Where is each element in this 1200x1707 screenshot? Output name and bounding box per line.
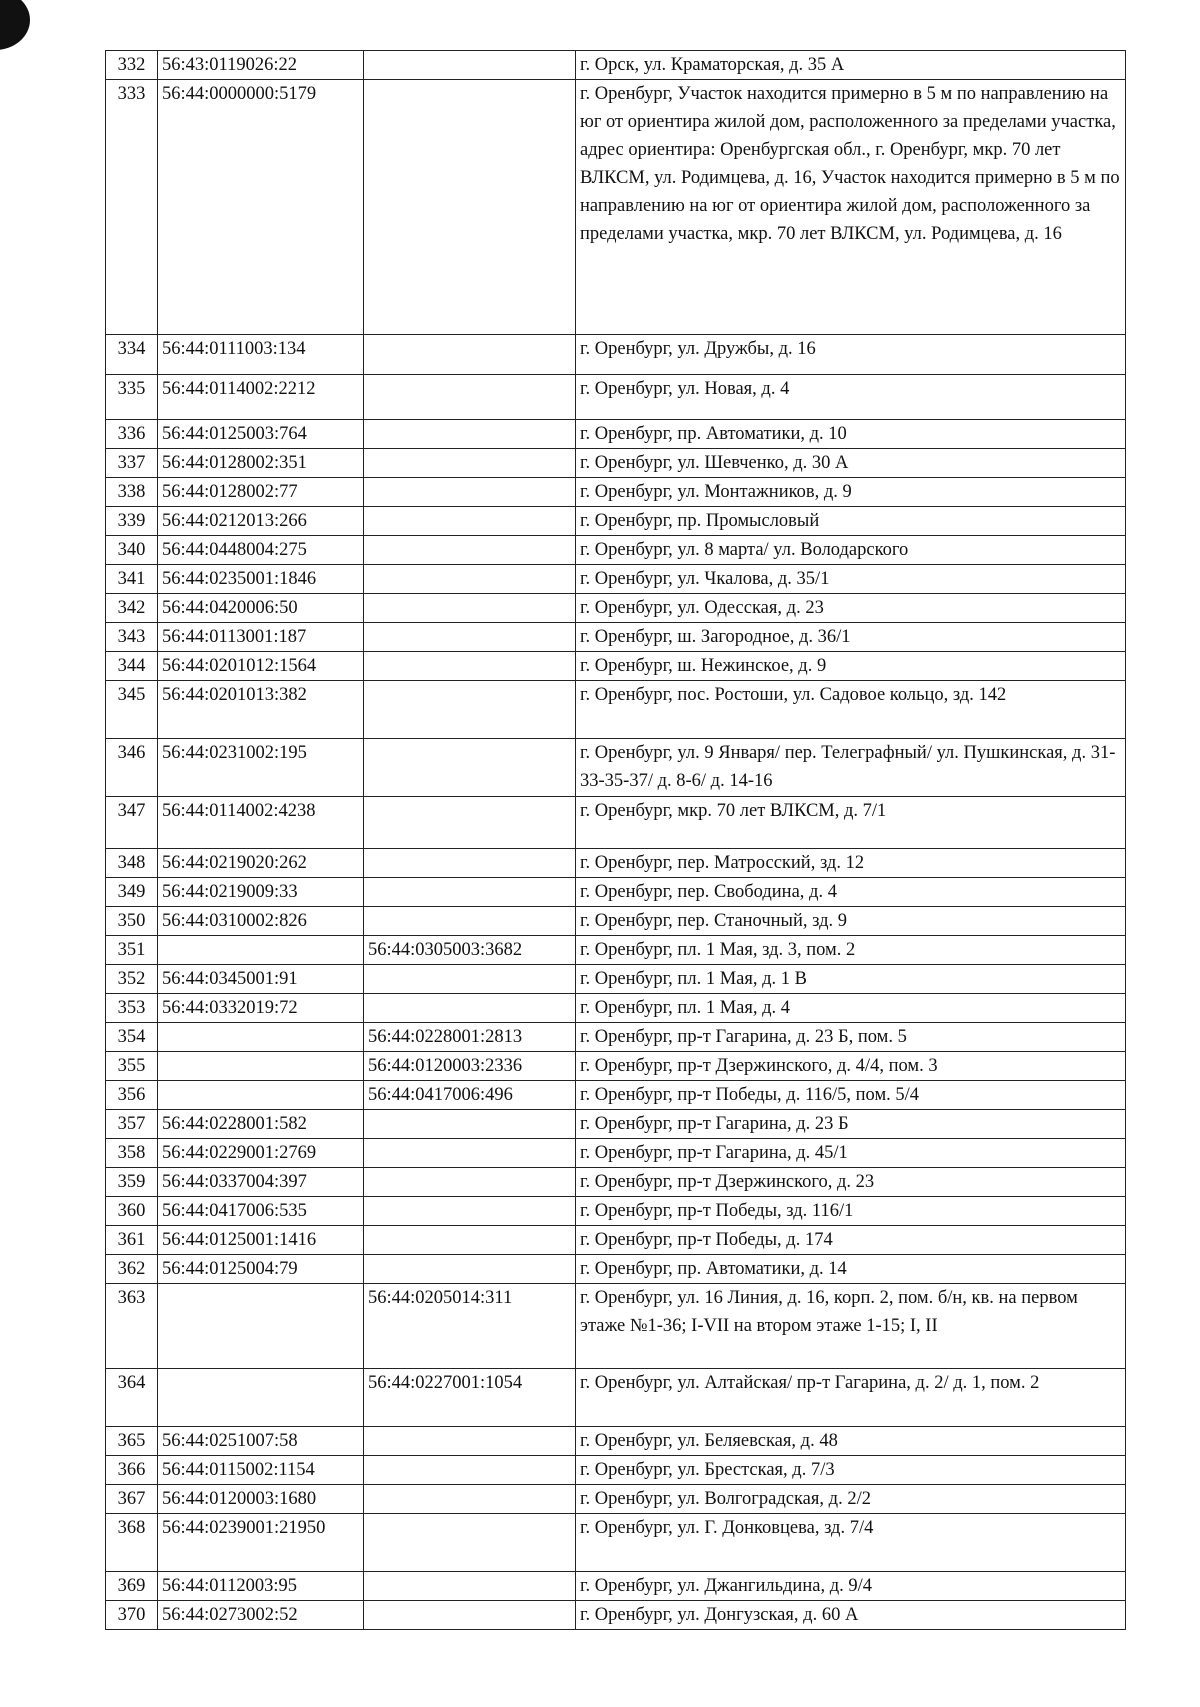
row-number: 360 (106, 1197, 158, 1226)
address-cell: г. Оренбург, ул. Алтайская/ пр-т Гагарина, д. 2/ д. 1, пом. 2 (576, 1369, 1126, 1427)
cadastral-number-premises (364, 849, 576, 878)
table-row (106, 623, 1126, 652)
row-number: 355 (106, 1052, 158, 1081)
address-cell: г. Оренбург, ул. Шевченко, д. 30 А (576, 449, 1126, 478)
row-number: 338 (106, 478, 158, 507)
table-row (106, 449, 1126, 478)
cadastral-number-land: 56:44:0448004:275 (158, 536, 364, 565)
table-row (106, 1052, 1126, 1081)
row-number: 354 (106, 1023, 158, 1052)
scan-corner-mark (0, 0, 30, 50)
row-number: 342 (106, 594, 158, 623)
address-cell: г. Оренбург, ул. Г. Донковцева, зд. 7/4 (576, 1514, 1126, 1572)
address-cell: г. Оренбург, пр-т Победы, зд. 116/1 (576, 1197, 1126, 1226)
cadastral-number-premises (364, 1110, 576, 1139)
row-number: 347 (106, 797, 158, 849)
address-cell: г. Орск, ул. Краматорская, д. 35 А (576, 51, 1126, 80)
table-row (106, 797, 1126, 849)
cadastral-number-premises: 56:44:0417006:496 (364, 1081, 576, 1110)
table-row (106, 420, 1126, 449)
cadastral-number-premises (364, 51, 576, 80)
address-cell: г. Оренбург, ул. Дружбы, д. 16 (576, 335, 1126, 375)
address-cell: г. Оренбург, пер. Станочный, зд. 9 (576, 907, 1126, 936)
address-cell: г. Оренбург, ул. Одесская, д. 23 (576, 594, 1126, 623)
table-row (106, 994, 1126, 1023)
row-number: 341 (106, 565, 158, 594)
cadastral-number-premises (364, 1572, 576, 1601)
address-cell: г. Оренбург, ул. Волгоградская, д. 2/2 (576, 1485, 1126, 1514)
cadastral-number-land: 56:44:0125003:764 (158, 420, 364, 449)
cadastral-number-premises (364, 536, 576, 565)
cadastral-number-land: 56:44:0235001:1846 (158, 565, 364, 594)
cadastral-number-land: 56:44:0128002:351 (158, 449, 364, 478)
cadastral-number-land: 56:44:0114002:2212 (158, 375, 364, 420)
row-number: 358 (106, 1139, 158, 1168)
cadastral-number-land: 56:43:0119026:22 (158, 51, 364, 80)
address-cell: г. Оренбург, пос. Ростоши, ул. Садовое кольцо, зд. 142 (576, 681, 1126, 739)
cadastral-number-land: 56:44:0219009:33 (158, 878, 364, 907)
address-cell: г. Оренбург, пр. Автоматики, д. 14 (576, 1255, 1126, 1284)
table-row (106, 1168, 1126, 1197)
cadastral-number-land: 56:44:0229001:2769 (158, 1139, 364, 1168)
address-cell: г. Оренбург, пр-т Гагарина, д. 45/1 (576, 1139, 1126, 1168)
row-number: 348 (106, 849, 158, 878)
cadastral-number-premises (364, 375, 576, 420)
table-row (106, 907, 1126, 936)
address-cell: г. Оренбург, ул. 9 Января/ пер. Телеграфный/ ул. Пушкинская, д. 31-33-35-37/ д. 8-6/ д. 14-16 (576, 739, 1126, 797)
cadastral-number-premises (364, 623, 576, 652)
address-cell: г. Оренбург, пр. Автоматики, д. 10 (576, 420, 1126, 449)
row-number: 346 (106, 739, 158, 797)
cadastral-number-premises: 56:44:0305003:3682 (364, 936, 576, 965)
table-row (106, 936, 1126, 965)
row-number: 364 (106, 1369, 158, 1427)
row-number: 357 (106, 1110, 158, 1139)
cadastral-number-land: 56:44:0125004:79 (158, 1255, 364, 1284)
row-number: 362 (106, 1255, 158, 1284)
table-row (106, 652, 1126, 681)
cadastral-number-land: 56:44:0212013:266 (158, 507, 364, 536)
address-cell: г. Оренбург, пл. 1 Мая, зд. 3, пом. 2 (576, 936, 1126, 965)
row-number: 345 (106, 681, 158, 739)
address-cell: г. Оренбург, пр-т Дзержинского, д. 4/4, пом. 3 (576, 1052, 1126, 1081)
row-number: 359 (106, 1168, 158, 1197)
table-row (106, 1081, 1126, 1110)
cadastral-number-premises (364, 478, 576, 507)
table-row (106, 335, 1126, 375)
cadastral-number-premises (364, 335, 576, 375)
cadastral-number-land: 56:44:0113001:187 (158, 623, 364, 652)
table-row (106, 375, 1126, 420)
row-number: 361 (106, 1226, 158, 1255)
address-cell: г. Оренбург, ул. 16 Линия, д. 16, корп. 2, пом. б/н, кв. на первом этаже №1-36; I-VII на втором этаже 1-15; I, II (576, 1284, 1126, 1369)
address-cell: г. Оренбург, ш. Нежинское, д. 9 (576, 652, 1126, 681)
cadastral-number-land: 56:44:0219020:262 (158, 849, 364, 878)
row-number: 335 (106, 375, 158, 420)
table-row (106, 1284, 1126, 1369)
row-number: 334 (106, 335, 158, 375)
cadastral-number-land: 56:44:0111003:134 (158, 335, 364, 375)
cadastral-number-land: 56:44:0337004:397 (158, 1168, 364, 1197)
table-row (106, 565, 1126, 594)
cadastral-number-land: 56:44:0273002:52 (158, 1601, 364, 1630)
cadastral-number-land: 56:44:0128002:77 (158, 478, 364, 507)
table-row (106, 1485, 1126, 1514)
cadastral-number-land: 56:44:0420006:50 (158, 594, 364, 623)
address-cell: г. Оренбург, пр-т Дзержинского, д. 23 (576, 1168, 1126, 1197)
address-cell: г. Оренбург, ул. 8 марта/ ул. Володарского (576, 536, 1126, 565)
cadastral-number-premises (364, 1456, 576, 1485)
cadastral-number-premises (364, 1197, 576, 1226)
cadastral-number-land: 56:44:0125001:1416 (158, 1226, 364, 1255)
cadastral-number-premises (364, 1139, 576, 1168)
address-cell: г. Оренбург, ул. Новая, д. 4 (576, 375, 1126, 420)
cadastral-number-land: 56:44:0417006:535 (158, 1197, 364, 1226)
row-number: 370 (106, 1601, 158, 1630)
cadastral-number-land: 56:44:0332019:72 (158, 994, 364, 1023)
cadastral-number-premises: 56:44:0120003:2336 (364, 1052, 576, 1081)
cadastral-number-premises: 56:44:0228001:2813 (364, 1023, 576, 1052)
cadastral-number-premises (364, 1226, 576, 1255)
address-cell: г. Оренбург, ш. Загородное, д. 36/1 (576, 623, 1126, 652)
cadastral-number-land: 56:44:0115002:1154 (158, 1456, 364, 1485)
cadastral-number-land: 56:44:0000000:5179 (158, 80, 364, 335)
row-number: 344 (106, 652, 158, 681)
cadastral-number-land: 56:44:0251007:58 (158, 1427, 364, 1456)
row-number: 350 (106, 907, 158, 936)
address-cell: г. Оренбург, пл. 1 Мая, д. 4 (576, 994, 1126, 1023)
cadastral-number-premises (364, 994, 576, 1023)
cadastral-number-land: 56:44:0228001:582 (158, 1110, 364, 1139)
cadastral-number-premises (364, 1514, 576, 1572)
cadastral-number-premises: 56:44:0227001:1054 (364, 1369, 576, 1427)
cadastral-number-land (158, 1369, 364, 1427)
row-number: 353 (106, 994, 158, 1023)
cadastral-number-premises (364, 681, 576, 739)
table-row (106, 1572, 1126, 1601)
cadastral-number-land: 56:44:0114002:4238 (158, 797, 364, 849)
cadastral-number-land (158, 1023, 364, 1052)
table-row (106, 1255, 1126, 1284)
row-number: 367 (106, 1485, 158, 1514)
row-number: 369 (106, 1572, 158, 1601)
cadastral-number-land (158, 936, 364, 965)
table-row (106, 739, 1126, 797)
cadastral-number-premises (364, 1485, 576, 1514)
cadastral-number-premises (364, 420, 576, 449)
cadastral-number-premises (364, 1255, 576, 1284)
table-row (106, 594, 1126, 623)
table-row (106, 1023, 1126, 1052)
table-row (106, 849, 1126, 878)
row-number: 337 (106, 449, 158, 478)
cadastral-number-land: 56:44:0120003:1680 (158, 1485, 364, 1514)
row-number: 351 (106, 936, 158, 965)
address-cell: г. Оренбург, пл. 1 Мая, д. 1 В (576, 965, 1126, 994)
address-cell: г. Оренбург, ул. Монтажников, д. 9 (576, 478, 1126, 507)
row-number: 352 (106, 965, 158, 994)
address-cell: г. Оренбург, пер. Матросский, зд. 12 (576, 849, 1126, 878)
address-cell: г. Оренбург, пер. Свободина, д. 4 (576, 878, 1126, 907)
cadastral-number-premises (364, 965, 576, 994)
table-row (106, 681, 1126, 739)
cadastral-number-premises (364, 1427, 576, 1456)
address-cell: г. Оренбург, пр-т Гагарина, д. 23 Б, пом. 5 (576, 1023, 1126, 1052)
cadastral-number-land (158, 1081, 364, 1110)
cadastral-number-land: 56:44:0231002:195 (158, 739, 364, 797)
row-number: 349 (106, 878, 158, 907)
registry-table (105, 50, 1126, 1630)
address-cell: г. Оренбург, пр-т Гагарина, д. 23 Б (576, 1110, 1126, 1139)
address-cell: г. Оренбург, ул. Беляевская, д. 48 (576, 1427, 1126, 1456)
address-cell: г. Оренбург, ул. Джангильдина, д. 9/4 (576, 1572, 1126, 1601)
cadastral-number-premises (364, 1168, 576, 1197)
cadastral-number-premises (364, 878, 576, 907)
cadastral-number-premises (364, 507, 576, 536)
cadastral-number-land: 56:44:0310002:826 (158, 907, 364, 936)
address-cell: г. Оренбург, Участок находится примерно в 5 м по направлению на юг от ориентира жилой дом, расположенного за пределами участка, адрес ориентира: Оренбургская обл., г. Оренбург, мкр. 70 лет ВЛКСМ, ул. Родимцева, д. 16, Участок находится примерно в 5 м по направлению на юг от ориентира жилой дом, расположенного за пределами участка, мкр. 70 лет ВЛКСМ, ул. Родимцева, д. 16 (576, 80, 1126, 335)
row-number: 333 (106, 80, 158, 335)
cadastral-number-premises (364, 797, 576, 849)
row-number: 340 (106, 536, 158, 565)
cadastral-number-premises (364, 907, 576, 936)
cadastral-number-land: 56:44:0201013:382 (158, 681, 364, 739)
address-cell: г. Оренбург, ул. Чкалова, д. 35/1 (576, 565, 1126, 594)
cadastral-number-premises (364, 565, 576, 594)
table-row (106, 1369, 1126, 1427)
row-number: 365 (106, 1427, 158, 1456)
cadastral-number-land: 56:44:0112003:95 (158, 1572, 364, 1601)
table-row (106, 1197, 1126, 1226)
row-number: 336 (106, 420, 158, 449)
cadastral-number-premises (364, 652, 576, 681)
row-number: 356 (106, 1081, 158, 1110)
cadastral-number-premises: 56:44:0205014:311 (364, 1284, 576, 1369)
cadastral-number-premises (364, 449, 576, 478)
address-cell: г. Оренбург, мкр. 70 лет ВЛКСМ, д. 7/1 (576, 797, 1126, 849)
table-row (106, 1456, 1126, 1485)
table-row (106, 51, 1126, 80)
registry-table-body (106, 51, 1126, 1630)
cadastral-number-premises (364, 739, 576, 797)
cadastral-number-land: 56:44:0239001:21950 (158, 1514, 364, 1572)
row-number: 343 (106, 623, 158, 652)
address-cell: г. Оренбург, пр. Промысловый (576, 507, 1126, 536)
table-row (106, 478, 1126, 507)
address-cell: г. Оренбург, пр-т Победы, д. 174 (576, 1226, 1126, 1255)
cadastral-number-premises (364, 1601, 576, 1630)
row-number: 363 (106, 1284, 158, 1369)
table-row (106, 1110, 1126, 1139)
table-row (106, 1601, 1126, 1630)
row-number: 332 (106, 51, 158, 80)
table-row (106, 878, 1126, 907)
cadastral-number-land (158, 1052, 364, 1081)
cadastral-number-premises (364, 594, 576, 623)
row-number: 366 (106, 1456, 158, 1485)
cadastral-number-land: 56:44:0201012:1564 (158, 652, 364, 681)
table-row (106, 1427, 1126, 1456)
address-cell: г. Оренбург, ул. Донгузская, д. 60 А (576, 1601, 1126, 1630)
row-number: 368 (106, 1514, 158, 1572)
table-row (106, 507, 1126, 536)
table-row (106, 965, 1126, 994)
table-row (106, 1226, 1126, 1255)
table-row (106, 80, 1126, 335)
table-row (106, 536, 1126, 565)
cadastral-number-premises (364, 80, 576, 335)
cadastral-number-land (158, 1284, 364, 1369)
table-row (106, 1514, 1126, 1572)
address-cell: г. Оренбург, ул. Брестская, д. 7/3 (576, 1456, 1126, 1485)
table-row (106, 1139, 1126, 1168)
address-cell: г. Оренбург, пр-т Победы, д. 116/5, пом. 5/4 (576, 1081, 1126, 1110)
row-number: 339 (106, 507, 158, 536)
cadastral-number-land: 56:44:0345001:91 (158, 965, 364, 994)
document-page (105, 50, 1125, 1630)
